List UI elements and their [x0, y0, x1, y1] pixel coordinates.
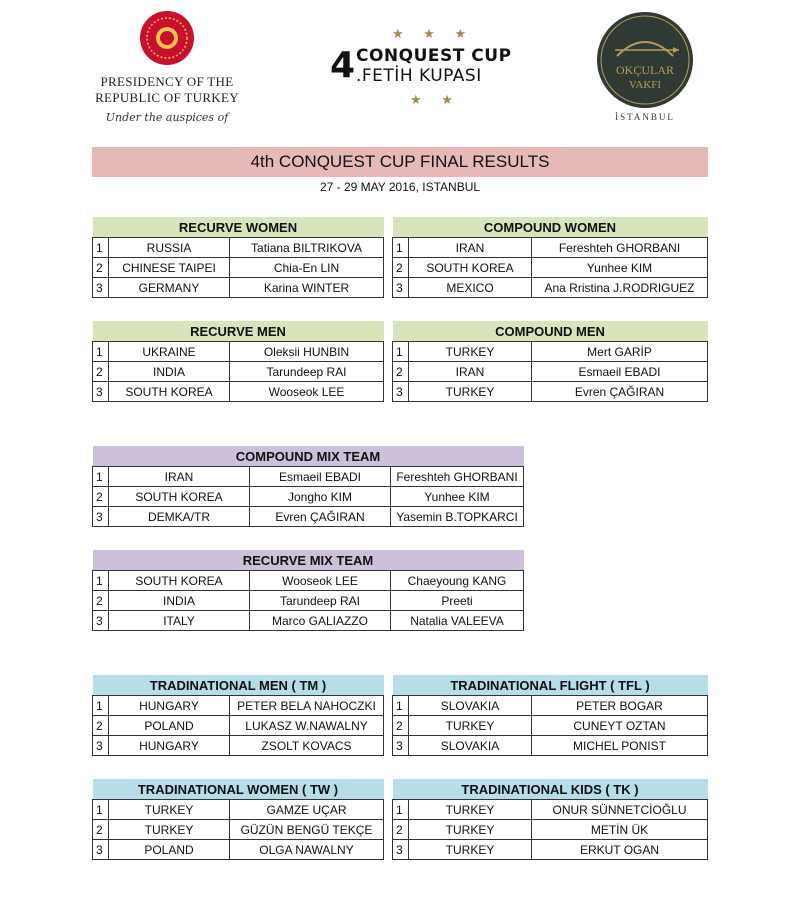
- athlete-cell: Yunhee KIM: [532, 258, 708, 278]
- athlete-cell: PETER BOGAR: [532, 696, 708, 716]
- country-cell: IRAN: [109, 467, 250, 487]
- country-cell: TURKEY: [409, 820, 532, 840]
- rank-cell: 3: [393, 736, 409, 756]
- country-cell: TURKEY: [109, 800, 230, 820]
- country-cell: TURKEY: [409, 342, 532, 362]
- rank-cell: 2: [93, 591, 109, 611]
- rank-cell: 3: [393, 382, 409, 402]
- table-row: [93, 820, 384, 840]
- table-row: [93, 362, 384, 382]
- rank-cell: 1: [93, 571, 109, 591]
- traditional-women-table: [92, 779, 384, 860]
- table-row: [393, 696, 708, 716]
- rank-cell: 2: [93, 362, 109, 382]
- compound-mix-team-table: [92, 446, 524, 527]
- compound-men-table: [392, 321, 708, 402]
- athlete-cell: Esmaeil EBADI: [532, 362, 708, 382]
- table-title: COMPOUND MEN: [393, 321, 708, 342]
- okcular-vakfi-logo: [590, 10, 700, 122]
- country-cell: HUNGARY: [109, 736, 230, 756]
- table-row: [393, 800, 708, 820]
- cup-title-line2: .FETİH KUPASI: [356, 66, 482, 86]
- athlete-cell: ZSOLT KOVACS: [230, 736, 384, 756]
- rank-cell: 1: [93, 696, 109, 716]
- table-title: TRADINATIONAL WOMEN ( TW ): [93, 779, 384, 800]
- rank-cell: 2: [393, 716, 409, 736]
- table-title: RECURVE WOMEN: [93, 217, 384, 238]
- country-cell: SOUTH KOREA: [109, 382, 230, 402]
- table-row: [393, 238, 708, 258]
- athlete-cell: MICHEL PONIST: [532, 736, 708, 756]
- table-row: [93, 611, 524, 631]
- presidency-line1: PRESIDENCY OF THE: [100, 74, 234, 89]
- traditional-men-table: [92, 675, 384, 756]
- event-dates: 27 - 29 MAY 2016, ISTANBUL: [319, 180, 481, 194]
- country-cell: RUSSIA: [109, 238, 230, 258]
- rank-cell: 3: [93, 382, 109, 402]
- country-cell: ITALY: [109, 611, 250, 631]
- rank-cell: 1: [393, 238, 409, 258]
- rank-cell: 1: [393, 696, 409, 716]
- rank-cell: 3: [93, 507, 109, 527]
- country-cell: TURKEY: [409, 840, 532, 860]
- athlete-cell: Marco GALIAZZO: [250, 611, 391, 631]
- foundation-name-line2: VAKFI: [628, 79, 662, 91]
- country-cell: TURKEY: [109, 820, 230, 840]
- rank-cell: 1: [393, 800, 409, 820]
- table-title: COMPOUND WOMEN: [393, 217, 708, 238]
- cup-title-line1: CONQUEST CUP: [356, 46, 512, 66]
- country-cell: DEMKA/TR: [109, 507, 250, 527]
- rank-cell: 3: [93, 736, 109, 756]
- country-cell: POLAND: [109, 716, 230, 736]
- rank-cell: 2: [393, 362, 409, 382]
- athlete-cell: Evren ÇAĞIRAN: [532, 382, 708, 402]
- table-title: RECURVE MIX TEAM: [93, 550, 524, 571]
- rank-cell: 2: [93, 716, 109, 736]
- table-row: [93, 467, 524, 487]
- table-row: [393, 736, 708, 756]
- recurve-women-table: [92, 217, 384, 298]
- athlete2-cell: Chaeyoung KANG: [391, 571, 524, 591]
- table-row: [393, 258, 708, 278]
- athlete-cell: Tarundeep RAI: [230, 362, 384, 382]
- athlete-cell: Wooseok LEE: [250, 571, 391, 591]
- rank-cell: 3: [93, 611, 109, 631]
- recurve-mix-team-table: [92, 550, 524, 631]
- country-cell: INDIA: [109, 591, 250, 611]
- table-row: [393, 342, 708, 362]
- table-row: [93, 238, 384, 258]
- rank-cell: 1: [393, 342, 409, 362]
- country-cell: CHINESE TAIPEI: [109, 258, 230, 278]
- athlete2-cell: Yunhee KIM: [391, 487, 524, 507]
- table-title: TRADINATIONAL KIDS ( TK ): [393, 779, 708, 800]
- auspices-text: Under the auspices of: [105, 111, 229, 124]
- athlete2-cell: Natalia VALEEVA: [391, 611, 524, 631]
- table-row: [93, 840, 384, 860]
- rank-cell: 2: [393, 820, 409, 840]
- country-cell: UKRAINE: [109, 342, 230, 362]
- rank-cell: 3: [93, 840, 109, 860]
- stars-top-icon: ★ ★ ★: [392, 26, 475, 41]
- archery-foundation-emblem-icon: [595, 10, 695, 110]
- rank-cell: 1: [93, 467, 109, 487]
- athlete-cell: Jongho KIM: [250, 487, 391, 507]
- rank-cell: 1: [93, 238, 109, 258]
- table-title: RECURVE MEN: [93, 321, 384, 342]
- athlete-cell: Tarundeep RAI: [250, 591, 391, 611]
- rank-cell: 2: [93, 258, 109, 278]
- country-cell: HUNGARY: [109, 696, 230, 716]
- athlete-cell: ONUR SÜNNETCİOĞLU: [532, 800, 708, 820]
- table-row: [393, 278, 708, 298]
- presidency-logo: [92, 10, 242, 124]
- rank-cell: 2: [393, 258, 409, 278]
- athlete-cell: Oleksii HUNBIN: [230, 342, 384, 362]
- athlete2-cell: Preeti: [391, 591, 524, 611]
- table-title: COMPOUND MIX TEAM: [93, 446, 524, 467]
- athlete-cell: Evren ÇAĞIRAN: [250, 507, 391, 527]
- table-row: [93, 258, 384, 278]
- country-cell: SOUTH KOREA: [109, 571, 250, 591]
- conquest-cup-logo: [320, 24, 520, 114]
- athlete2-cell: Fereshteh GHORBANI: [391, 467, 524, 487]
- country-cell: SOUTH KOREA: [409, 258, 532, 278]
- country-cell: TURKEY: [409, 800, 532, 820]
- country-cell: IRAN: [409, 238, 532, 258]
- country-cell: IRAN: [409, 362, 532, 382]
- country-cell: GERMANY: [109, 278, 230, 298]
- table-title: TRADINATIONAL FLIGHT ( TFL ): [393, 675, 708, 696]
- athlete-cell: Chia-En LIN: [230, 258, 384, 278]
- presidency-line2: REPUBLIC OF TURKEY: [95, 90, 239, 105]
- table-row: [93, 716, 384, 736]
- athlete-cell: Fereshteh GHORBANI: [532, 238, 708, 258]
- rank-cell: 1: [93, 342, 109, 362]
- country-cell: SLOVAKIA: [409, 736, 532, 756]
- athlete2-cell: Yasemin B.TOPKARCI: [391, 507, 524, 527]
- traditional-kids-table: [392, 779, 708, 860]
- traditional-flight-table: [392, 675, 708, 756]
- recurve-men-table: [92, 321, 384, 402]
- athlete-cell: Esmaeil EBADI: [250, 467, 391, 487]
- rank-cell: 3: [93, 278, 109, 298]
- athlete-cell: Tatiana BILTRIKOVA: [230, 238, 384, 258]
- country-cell: TURKEY: [409, 716, 532, 736]
- athlete-cell: OLGA NAWALNY: [230, 840, 384, 860]
- table-row: [93, 382, 384, 402]
- table-row: [393, 840, 708, 860]
- rank-cell: 1: [93, 800, 109, 820]
- table-row: [93, 591, 524, 611]
- table-row: [93, 487, 524, 507]
- table-row: [93, 800, 384, 820]
- compound-women-table: [392, 217, 708, 298]
- rank-cell: 3: [393, 278, 409, 298]
- rank-cell: 3: [393, 840, 409, 860]
- table-row: [393, 820, 708, 840]
- table-row: [393, 716, 708, 736]
- country-cell: INDIA: [109, 362, 230, 382]
- athlete-cell: ERKUT OGAN: [532, 840, 708, 860]
- athlete-cell: Wooseok LEE: [230, 382, 384, 402]
- table-row: [93, 571, 524, 591]
- table-row: [393, 362, 708, 382]
- cup-number: 4: [330, 45, 356, 86]
- table-row: [93, 507, 524, 527]
- country-cell: POLAND: [109, 840, 230, 860]
- athlete-cell: Karina WINTER: [230, 278, 384, 298]
- page-title: 4th CONQUEST CUP FINAL RESULTS: [92, 147, 708, 177]
- athlete-cell: GAMZE UÇAR: [230, 800, 384, 820]
- foundation-city: İSTANBUL: [615, 112, 675, 122]
- athlete-cell: Ana Rristina J.RODRIGUEZ: [532, 278, 708, 298]
- table-row: [393, 382, 708, 402]
- table-row: [93, 342, 384, 362]
- athlete-cell: CUNEYT OZTAN: [532, 716, 708, 736]
- stars-bottom-icon: ★ ★: [410, 92, 461, 107]
- table-row: [93, 696, 384, 716]
- rank-cell: 2: [93, 820, 109, 840]
- rank-cell: 2: [93, 487, 109, 507]
- athlete-cell: PETER BELA NAHOCZKI: [230, 696, 384, 716]
- table-row: [93, 278, 384, 298]
- athlete-cell: LUKASZ W.NAWALNY: [230, 716, 384, 736]
- country-cell: SOUTH KOREA: [109, 487, 250, 507]
- table-title: TRADINATIONAL MEN ( TM ): [93, 675, 384, 696]
- country-cell: TURKEY: [409, 382, 532, 402]
- country-cell: SLOVAKIA: [409, 696, 532, 716]
- country-cell: MEXICO: [409, 278, 532, 298]
- athlete-cell: GÜZÜN BENGÜ TEKÇE: [230, 820, 384, 840]
- presidential-seal-icon: [139, 10, 195, 66]
- athlete-cell: Mert GARİP: [532, 342, 708, 362]
- table-row: [93, 736, 384, 756]
- athlete-cell: METİN ÜK: [532, 820, 708, 840]
- foundation-name-line1: OKÇULAR: [615, 63, 675, 77]
